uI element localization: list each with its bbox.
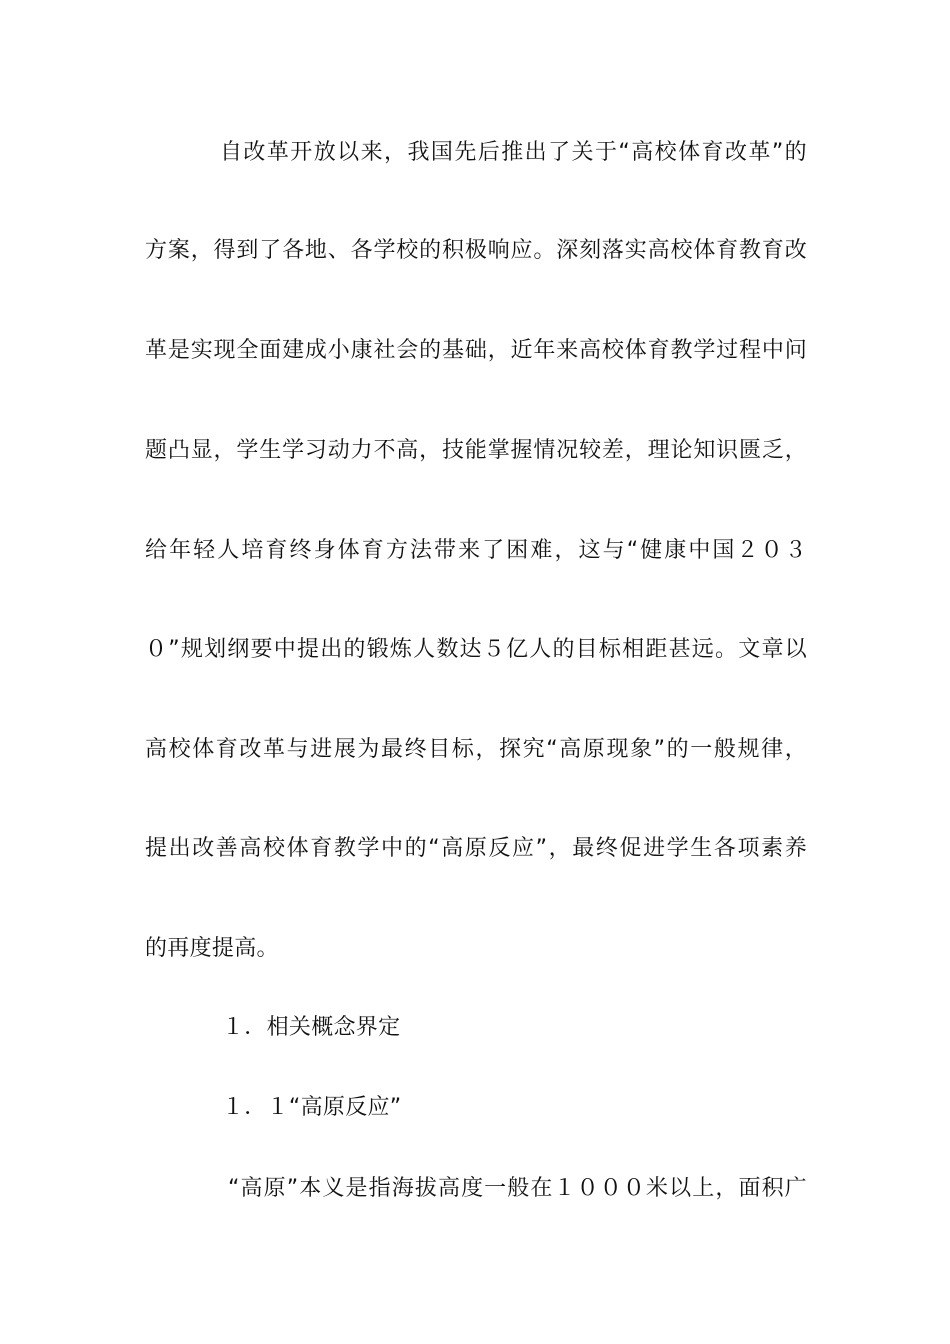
paragraph-1-line-7: 高校体育改革与进展为最终目标，探究“高原现象”的一般规律， xyxy=(145,737,807,762)
subsection-heading: １．１“高原反应” xyxy=(222,1095,402,1120)
paragraph-1-line-9: 的再度提高。 xyxy=(145,936,279,961)
section-heading: １．相关概念界定 xyxy=(222,1015,401,1040)
paragraph-1-line-2: 方案，得到了各地、各学校的积极响应。深刻落实高校体育教育改 xyxy=(145,238,807,263)
paragraph-1-line-6: ０”规划纲要中提出的锻炼人数达５亿人的目标相距甚远。文章以 xyxy=(145,637,807,662)
paragraph-1-line-8: 提出改善高校体育教学中的“高原反应”，最终促进学生各项素养 xyxy=(145,836,807,861)
paragraph-2-line-1: “高原”本义是指海拔高度一般在１０００米以上，面积广 xyxy=(228,1176,807,1201)
paragraph-1-line-5: 给年轻人培育终身体育方法带来了困难，这与“健康中国２０３ xyxy=(145,538,807,563)
paragraph-1-line-1: 自改革开放以来，我国先后推出了关于“高校体育改革”的 xyxy=(220,140,807,165)
paragraph-1-line-4: 题凸显，学生学习动力不高，技能掌握情况较差，理论知识匮乏， xyxy=(145,438,807,463)
paragraph-1-line-3: 革是实现全面建成小康社会的基础，近年来高校体育教学过程中问 xyxy=(145,338,807,363)
